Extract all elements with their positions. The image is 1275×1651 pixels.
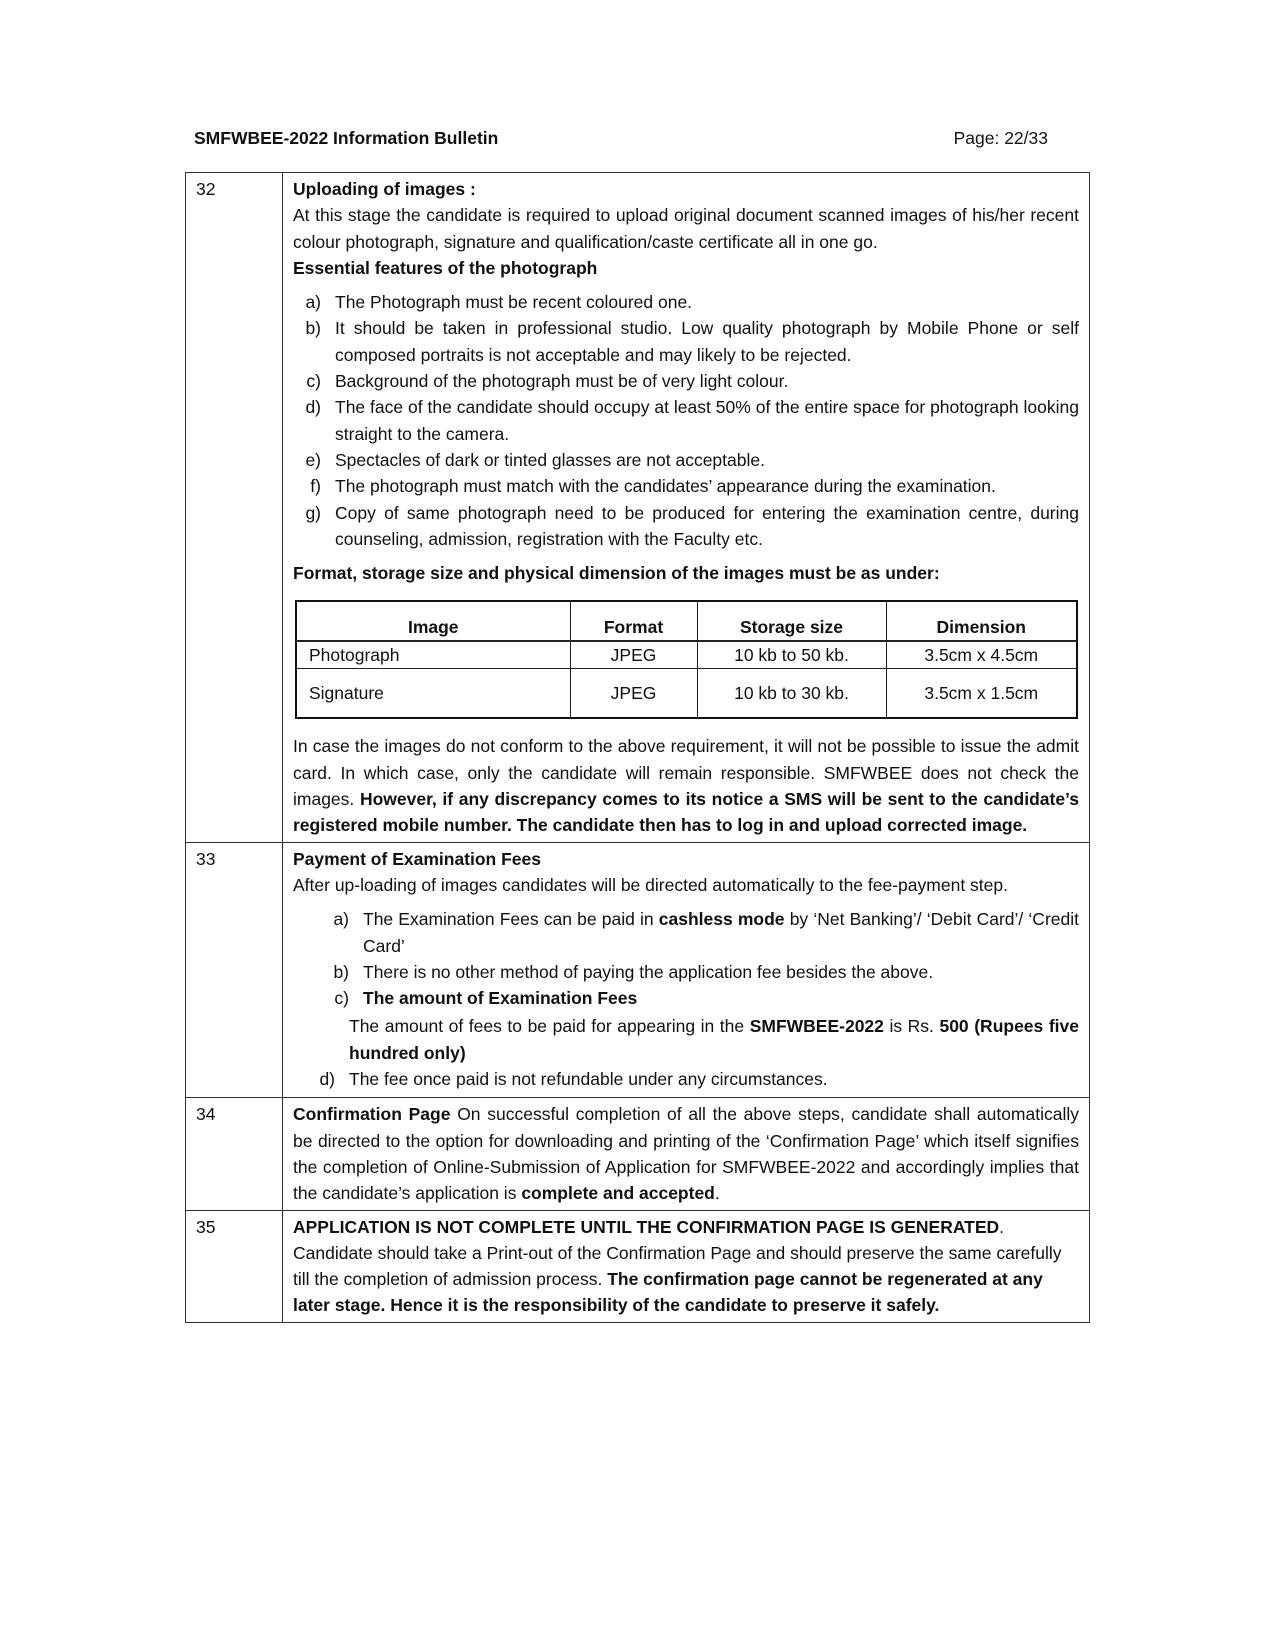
list-item: e) Spectacles of dark or tinted glasses are not acceptable. — [305, 449, 765, 470]
list-item: b) There is no other method of paying the application fee besides the above. — [333, 961, 934, 982]
table-cell: JPEG — [570, 669, 697, 719]
section-heading: Uploading of images : — [293, 179, 476, 199]
closing-paragraph: In case the images do not conform to the above requirement, it will not be possible to issue the admit card. In which case, only the candidate will remain responsible. SMFWBEE does not check the images. However, if any discrepancy comes to its notice a SMS will be sent to the candidate’s registered mobile number. The candidate then has to log in and upload corrected image. — [293, 736, 1079, 836]
row-number: 35 — [186, 1210, 283, 1322]
section-intro: After up-loading of images candidates will be directed automatically to the fee-payment step. — [293, 874, 1008, 895]
photo-features-heading: Essential features of the photograph — [293, 257, 598, 278]
table-row — [296, 669, 1077, 719]
page-number: Page: 22/33 — [953, 128, 1048, 148]
column-header: Storage size — [697, 601, 886, 641]
column-header: Image — [296, 601, 570, 641]
list-item: b) It should be taken in professional studio. Low quality photograph by Mobile Phone or self composed portraits is not acceptable and may likely to be rejected. — [305, 318, 1079, 365]
list-item: a) The Examination Fees can be paid in cashless mode by ‘Net Banking’/ ‘Debit Card’/ ‘Credit Card’ — [333, 909, 1079, 956]
fee-amount: The amount of fees to be paid for appearing in the SMFWBEE-2022 is Rs. 500 (Rupees five hundred only) — [349, 1016, 1079, 1063]
section-heading: Confirmation Page — [293, 1104, 451, 1125]
table-cell: JPEG — [570, 641, 697, 669]
list-item: c) The amount of Examination Fees — [334, 988, 638, 1009]
list-item: d) The face of the candidate should occupy at least 50% of the entire space for photograph looking straight to the camera. — [305, 397, 1079, 444]
list-item: c) Background of the photograph must be of very light colour. — [306, 371, 789, 392]
page-header — [194, 128, 1048, 149]
row-number: 34 — [186, 1098, 283, 1210]
row-number: 33 — [186, 842, 283, 1098]
list-item: d) The fee once paid is not refundable under any circumstances. — [319, 1069, 828, 1090]
table-cell: 3.5cm x 1.5cm — [886, 669, 1077, 719]
image-spec-table — [295, 600, 1078, 719]
row-content — [283, 842, 1090, 1098]
section-heading: Payment of Examination Fees — [293, 848, 541, 869]
section-heading: APPLICATION IS NOT COMPLETE UNTIL THE CONFIRMATION PAGE IS GENERATED — [293, 1216, 1000, 1237]
column-header: Dimension — [886, 601, 1077, 641]
table-cell: 10 kb to 50 kb. — [697, 641, 886, 669]
instructions-table — [185, 172, 1090, 1323]
fee-list — [293, 906, 1079, 1011]
table-cell: Photograph — [296, 641, 570, 669]
row-content: Confirmation Page On successful completion of all the above steps, candidate shall automatically be directed to the option for downloading and printing of the ‘Confirmation Page’ which itself signifies the completion of Online-Submission of Application for SMFWBEE-2022 and accordingly implies that the candidate’s application is complete and accepted. — [283, 1098, 1090, 1210]
document-title: SMFWBEE-2022 Information Bulletin — [194, 128, 499, 148]
column-header: Format — [570, 601, 697, 641]
row-content: APPLICATION IS NOT COMPLETE UNTIL THE CONFIRMATION PAGE IS GENERATED. Candidate should take a Print-out of the Confirmation Page and should preserve the same carefully till the completion of admission process. The confirmation page cannot be regenerated at any later stage. Hence it is the responsibility of the candidate to preserve it safely. — [283, 1210, 1090, 1322]
table-row — [186, 1098, 1090, 1210]
table-cell: 3.5cm x 4.5cm — [886, 641, 1077, 669]
photo-features-list — [293, 289, 1079, 552]
table-cell: Signature — [296, 669, 570, 719]
list-item: a) The Photograph must be recent coloured one. — [305, 292, 693, 313]
fee-list-cont — [293, 1066, 1079, 1092]
table-row — [296, 641, 1077, 669]
format-heading: Format, storage size and physical dimension of the images must be as under: — [293, 563, 940, 584]
section-intro: At this stage the candidate is required to upload original document scanned images of his/her recent colour photograph, signature and qualification/caste certificate all in one go. — [293, 205, 1079, 252]
row-number: 32 — [186, 173, 283, 843]
table-cell: 10 kb to 30 kb. — [697, 669, 886, 719]
table-header-row — [296, 601, 1077, 641]
list-item: f) The photograph must match with the candidates’ appearance during the examination. — [310, 476, 996, 497]
row-content — [283, 173, 1090, 843]
table-row — [186, 842, 1090, 1098]
list-item: g) Copy of same photograph need to be produced for entering the examination centre, during counseling, admission, registration with the Faculty etc. — [305, 502, 1079, 549]
table-row — [186, 1210, 1090, 1322]
table-row — [186, 173, 1090, 843]
